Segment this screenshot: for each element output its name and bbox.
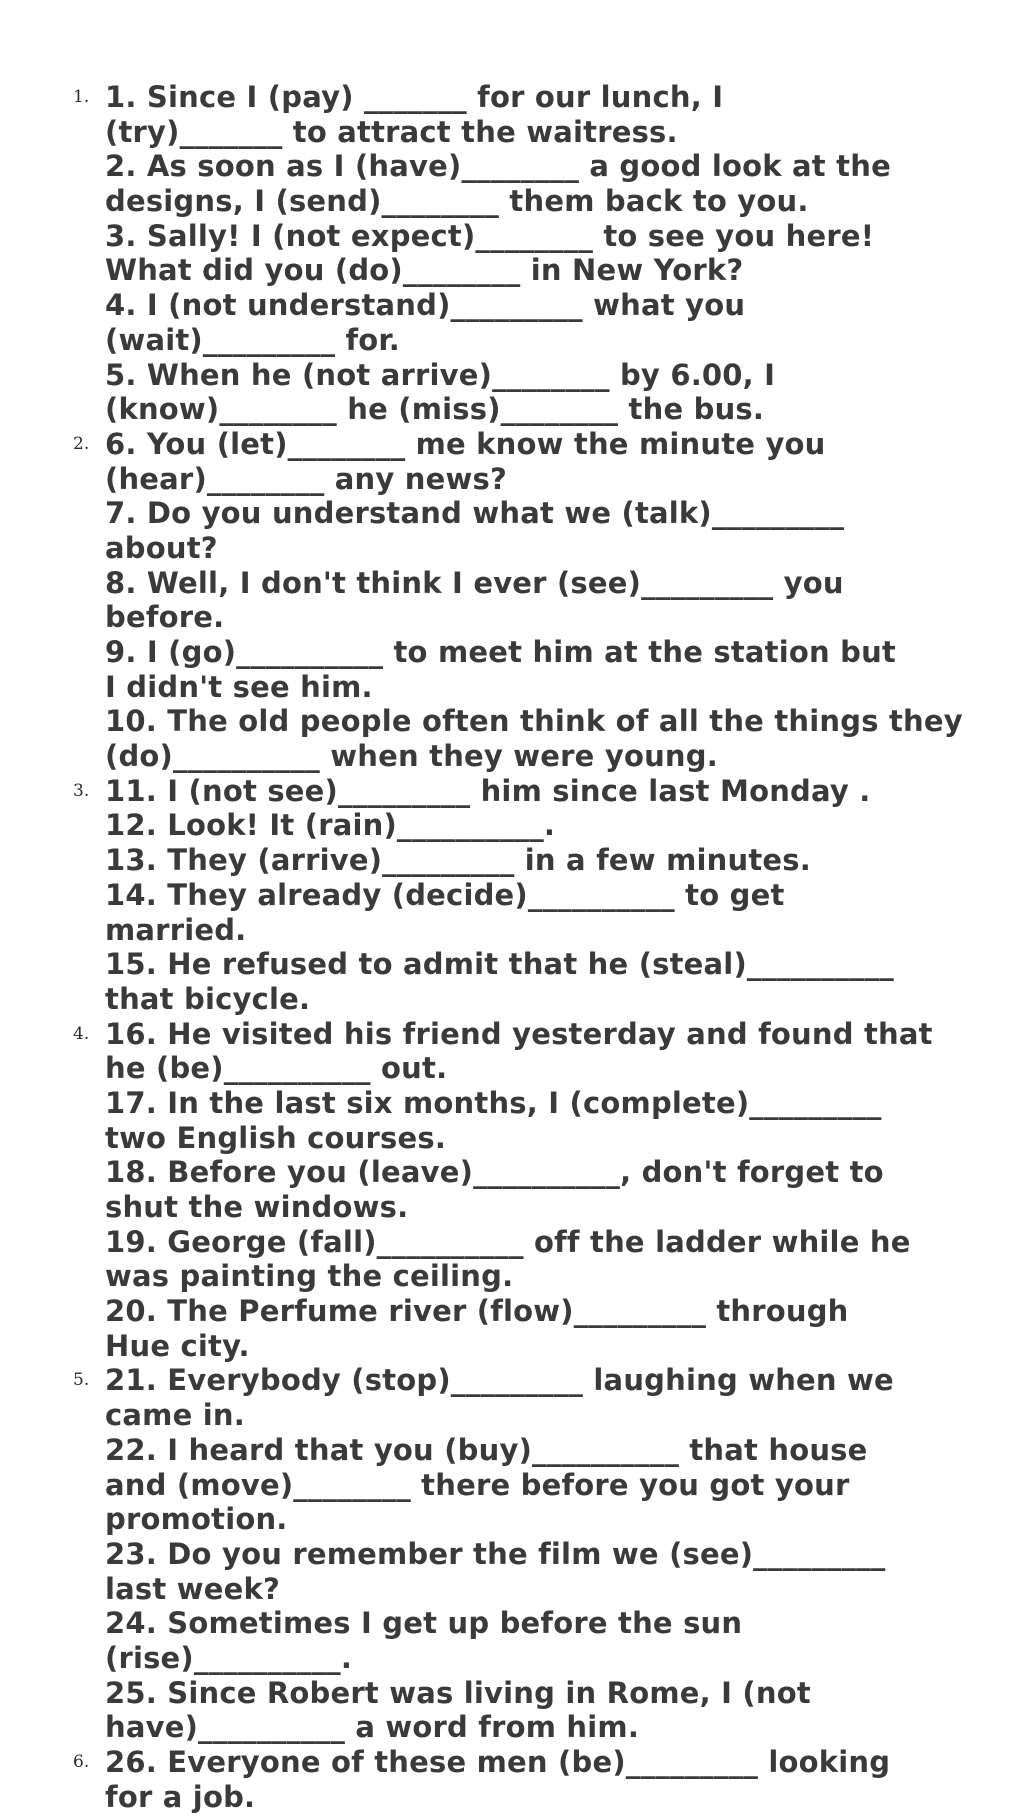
exercise-line xyxy=(0,1363,1024,1398)
section-marker: 6. xyxy=(73,1752,90,1772)
exercise-text: 5. When he (not arrive)________ by 6.00, I xyxy=(105,357,776,392)
exercise-line xyxy=(0,1572,1024,1607)
exercise-line xyxy=(0,323,1024,358)
exercise-line xyxy=(0,80,1024,115)
exercise-text: 13. They (arrive)_________ in a few minutes. xyxy=(105,843,811,878)
exercise-line xyxy=(0,739,1024,774)
exercise-text: two English courses. xyxy=(105,1120,447,1155)
exercise-line xyxy=(0,427,1024,462)
exercise-line xyxy=(0,600,1024,635)
section-marker: 3. xyxy=(73,780,90,801)
exercise-list xyxy=(0,80,1024,1814)
exercise-line xyxy=(0,253,1024,288)
exercise-line xyxy=(0,149,1024,184)
exercise-line xyxy=(0,704,1024,739)
exercise-line xyxy=(0,1398,1024,1433)
exercise-text: (rise)__________. xyxy=(105,1640,353,1675)
exercise-line xyxy=(0,1155,1024,1190)
exercise-text: 8. Well, I don't think I ever (see)_________ you xyxy=(105,565,844,600)
exercise-line xyxy=(0,462,1024,497)
exercise-line xyxy=(0,1433,1024,1468)
exercise-text: 15. He refused to admit that he (steal)__________ xyxy=(105,947,894,982)
exercise-text: 26. Everyone of these men (be)_________ looking xyxy=(105,1745,891,1779)
exercise-text: for a job. xyxy=(105,1779,256,1814)
exercise-text: (wait)_________ for. xyxy=(105,322,400,357)
exercise-text: 21. Everybody (stop)_________ laughing when we xyxy=(105,1363,894,1398)
exercise-line xyxy=(0,670,1024,705)
exercise-text: that bicycle. xyxy=(105,981,311,1016)
exercise-text: 11. I (not see)_________ him since last Monday . xyxy=(105,773,871,808)
exercise-text: 9. I (go)__________ to meet him at the station but xyxy=(105,635,896,669)
exercise-line xyxy=(0,1329,1024,1364)
exercise-text: What did you (do)________ in New York? xyxy=(105,253,744,288)
exercise-text: 25. Since Robert was living in Rome, I (not xyxy=(105,1675,811,1710)
exercise-line xyxy=(0,1780,1024,1815)
exercise-text: was painting the ceiling. xyxy=(105,1259,514,1294)
exercise-text: 3. Sally! I (not expect)________ to see you here! xyxy=(105,218,875,253)
exercise-text: 22. I heard that you (buy)__________ that house xyxy=(105,1432,868,1467)
exercise-line xyxy=(0,947,1024,982)
exercise-text: promotion. xyxy=(105,1502,288,1537)
exercise-line xyxy=(0,184,1024,219)
exercise-line xyxy=(0,1606,1024,1641)
exercise-line xyxy=(0,1745,1024,1780)
exercise-text: I didn't see him. xyxy=(105,669,373,704)
exercise-line xyxy=(0,1051,1024,1086)
section-marker: 5. xyxy=(73,1370,90,1391)
exercise-text: 14. They already (decide)__________ to get xyxy=(105,877,785,912)
exercise-line xyxy=(0,982,1024,1017)
exercise-text: 1. Since I (pay) _______ for our lunch, I xyxy=(105,80,724,114)
exercise-line xyxy=(0,531,1024,566)
exercise-line xyxy=(0,1086,1024,1121)
exercise-text: shut the windows. xyxy=(105,1190,409,1224)
exercise-line xyxy=(0,566,1024,601)
exercise-line xyxy=(0,219,1024,254)
exercise-line xyxy=(0,913,1024,948)
exercise-line xyxy=(0,1259,1024,1294)
exercise-text: (try)_______ to attract the waitress. xyxy=(105,114,678,149)
exercise-text: came in. xyxy=(105,1398,245,1433)
exercise-line xyxy=(0,1225,1024,1260)
exercise-text: 20. The Perfume river (flow)_________ through xyxy=(105,1294,849,1329)
exercise-text: about? xyxy=(105,530,218,565)
exercise-text: Hue city. xyxy=(105,1328,250,1363)
exercise-line xyxy=(0,392,1024,427)
exercise-line xyxy=(0,1676,1024,1711)
exercise-line xyxy=(0,1468,1024,1503)
exercise-line xyxy=(0,1502,1024,1537)
exercise-line xyxy=(0,1190,1024,1225)
exercise-text: and (move)________ there before you got your xyxy=(105,1467,850,1502)
exercise-line xyxy=(0,1294,1024,1329)
exercise-text: he (be)__________ out. xyxy=(105,1051,448,1086)
exercise-text: 4. I (not understand)_________ what you xyxy=(105,288,746,323)
exercise-text: 7. Do you understand what we (talk)_________ xyxy=(105,496,845,531)
exercise-text: (hear)________ any news? xyxy=(105,461,507,496)
exercise-text: 24. Sometimes I get up before the sun xyxy=(105,1606,743,1641)
exercise-text: 17. In the last six months, I (complete)_________ xyxy=(105,1085,882,1120)
exercise-text: 23. Do you remember the film we (see)_________ xyxy=(105,1536,886,1571)
exercise-text: 10. The old people often think of all the things they xyxy=(105,704,963,739)
exercise-line xyxy=(0,288,1024,323)
exercise-line xyxy=(0,1121,1024,1156)
exercise-line xyxy=(0,115,1024,150)
exercise-line xyxy=(0,774,1024,809)
exercise-text: 12. Look! It (rain)__________. xyxy=(105,808,556,843)
exercise-line xyxy=(0,496,1024,531)
exercise-text: before. xyxy=(105,600,225,635)
section-marker: 4. xyxy=(73,1023,90,1044)
exercise-text: 16. He visited his friend yesterday and found that xyxy=(105,1016,933,1051)
exercise-text: (do)__________ when they were young. xyxy=(105,739,718,774)
exercise-line xyxy=(0,878,1024,913)
section-marker: 1. xyxy=(73,87,90,107)
exercise-text: 18. Before you (leave)__________, don't forget to xyxy=(105,1155,884,1190)
exercise-text: 6. You (let)________ me know the minute you xyxy=(105,426,826,461)
exercise-text: designs, I (send)________ them back to you. xyxy=(105,184,809,219)
exercise-line xyxy=(0,1537,1024,1572)
exercise-line xyxy=(0,843,1024,878)
exercise-line xyxy=(0,808,1024,843)
exercise-line xyxy=(0,1641,1024,1676)
exercise-text: 19. George (fall)__________ off the ladder while he xyxy=(105,1224,911,1259)
exercise-line xyxy=(0,358,1024,393)
exercise-text: 2. As soon as I (have)________ a good look at the xyxy=(105,149,891,184)
section-marker: 2. xyxy=(73,433,90,454)
exercise-line xyxy=(0,1017,1024,1052)
exercise-text: (know)________ he (miss)________ the bus. xyxy=(105,392,765,427)
exercise-line xyxy=(0,1710,1024,1745)
exercise-line xyxy=(0,635,1024,670)
exercise-text: last week? xyxy=(105,1571,280,1606)
exercise-text: married. xyxy=(105,912,247,947)
exercise-text: have)__________ a word from him. xyxy=(105,1710,640,1745)
